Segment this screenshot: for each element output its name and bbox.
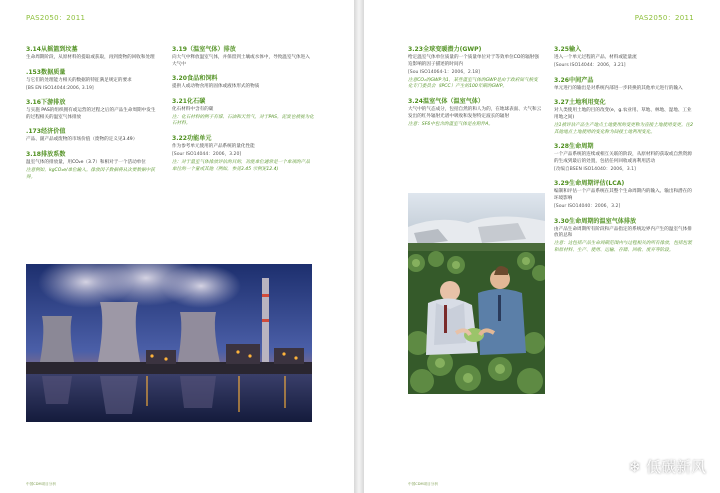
glossary-entry	[408, 46, 542, 91]
term-definition: 大气中的气态成分，包括自然的和人为的，在地球表面、大气和云发出的红外辐射光谱中吸收和发射特定波长的辐射	[408, 106, 542, 119]
glossary-entry	[26, 151, 160, 181]
term-note: 注意例如，kgCO₂e/单位输入。排放因子数据将从次要数据中获得。	[26, 168, 155, 180]
term-note: 注：化石材料的例子有煤、石油和天然气，对于PAS，泥炭也被视为化石材料。	[172, 114, 314, 127]
term-heading: 3.14从摇篮到坟墓	[26, 46, 78, 53]
term-definition: 一个产品系统的连续或相互关联的阶段，从原材料的获取或自然资源的生成到最后的处置，包括任何回收或再利用活动	[554, 152, 692, 164]
term-heading: 3.16下游排放	[26, 99, 66, 107]
glossary-entry	[554, 180, 696, 210]
glossary-entry	[408, 98, 542, 128]
glossary-entry	[554, 46, 696, 70]
snowflake-icon: ❄	[628, 458, 642, 476]
term-definition: 进入一个单元过程的产品、材料或能量流	[554, 55, 637, 60]
term-reference: [BS EN ISO14044:2006, 3.19]	[26, 85, 94, 91]
left-column-1	[26, 46, 160, 188]
term-definition: 产品、副产品或废物的市场价值（废物的定义见3.49）	[26, 137, 138, 143]
term-reference: [Sours ISO14044：2006，3.21]	[554, 63, 626, 69]
term-note: 注意CO₂的GWP为1，某些温室气体的GWP是由于政府间气候变化专门委员会（IPCC）产生的100年期的GWP。	[408, 77, 538, 90]
term-definition: 向大气中释放温室气体，并保留到土壤或水体中，导致温室气体进入大气中	[172, 55, 310, 67]
term-heading: 3.27土地利用变化	[554, 99, 606, 107]
term-heading: 3.20食品和饲料	[172, 75, 218, 83]
glossary-entry	[554, 143, 696, 173]
glossary-entry	[554, 218, 696, 255]
term-definition: 编制和评估一个产品系统在其整个生命周期内的输入、输出和潜在的环境影响	[554, 189, 692, 202]
term-definition: 由产品生命周期所有阶段和产品指定的系统边界内产生的温室气体排放的总和	[554, 226, 692, 239]
page-header-left: PAS2050：2011	[26, 14, 86, 22]
term-definition: 对人类使用土地的目的改变(e，g.农业用、草地、林地、湿地、工业用地之间)	[554, 108, 692, 120]
term-definition: 与它们的处理能力相关的数据的特征满足规定的要求	[26, 77, 132, 83]
glossary-entry	[26, 69, 160, 93]
term-heading: 3.23全球变暖潜力(GWP)	[408, 46, 482, 53]
term-heading: 3.30生命周期的温室气体排放	[554, 217, 637, 225]
term-heading: 3.21化石碳	[172, 97, 206, 105]
term-heading: .153数据质量	[26, 68, 66, 76]
left-page	[0, 0, 354, 493]
term-note: 注意：SF6中包含的温室气体是在附件A。	[408, 121, 494, 127]
book-gutter	[354, 0, 364, 493]
page-footer-right: 中国CDM项目分析	[408, 482, 438, 486]
term-reference: [改编自BSEN ISO14040：2006，3.1]	[554, 166, 636, 172]
term-heading: 3.25输入	[554, 46, 582, 53]
glossary-entry	[172, 135, 314, 173]
right-column-2	[554, 46, 696, 262]
term-note: 注意：这包括产品生命周期范围内与过程相关的所有排放，包括包装和原材料、生产、使用、运输、存储、回收、废弃等阶段。	[554, 241, 692, 253]
glossary-entry	[554, 77, 696, 93]
cabbage-field-illustration	[408, 193, 545, 394]
glossary-entry	[26, 99, 160, 121]
power-plant-photo	[26, 264, 312, 422]
term-definition: 作为参考单元使用的产品系统的量化性能	[172, 144, 255, 150]
term-heading: 3.19（温室气体）排放	[172, 46, 236, 53]
power-plant-illustration	[26, 264, 312, 422]
right-column-1	[408, 46, 542, 135]
glossary-entry	[26, 128, 160, 144]
term-note: 注：对于温室气体排放评估的目的，功能单位通常是一个单项的产品单位的一个量或其他（例如，参见3.45 示例见12.4)	[172, 160, 310, 172]
term-definition: 与实施 PAS的组织拥有或运营的过程之后的产品生命周期中发生的过程相关的温室气体排放	[26, 108, 156, 120]
glossary-entry	[26, 46, 160, 62]
term-definition: 给定温室气体单位质量的一个质量单位对于等效单位CO的辐射强迫影响的因子描述的时间内	[408, 55, 539, 67]
term-reference: [Sour ISO14040：2006，3.2]	[554, 204, 621, 210]
right-page	[364, 0, 720, 493]
term-heading: 3.22功能单元	[172, 135, 212, 143]
term-definition: 提供人或动物食用的固体或液体形式的物质	[172, 84, 260, 90]
term-definition: 生命周期阶段，从原材料的提取或获取，再到废物的回收和处理	[26, 55, 155, 60]
glossary-entry	[554, 99, 696, 136]
glossary-entry	[172, 46, 314, 68]
glossary-entry	[172, 75, 314, 91]
glossary-entry	[172, 98, 314, 128]
term-note: 注1被评估产品生产地点土地使用的变更称为直接土地使用变更。注2其他地点土地使用的变化称为间接土地利用变化。	[554, 122, 694, 135]
term-heading: 3.26中间产品	[554, 76, 594, 84]
term-heading: 3.29生命周期评估(LCA)	[554, 180, 625, 188]
watermark	[629, 456, 706, 477]
term-reference: [Sou ISO14064-1：2006，2.18]	[408, 69, 480, 75]
term-reference: [Sour ISO14044：2006，3.20]	[172, 152, 242, 158]
term-heading: 3.18排放系数	[26, 151, 66, 159]
term-definition: 化石材料中含有的碳	[172, 106, 214, 112]
term-definition: 单元进行的输出是对系统内部进一步转换的其他单元进行的输入	[554, 85, 683, 91]
watermark-text: 低碳新风	[645, 458, 706, 476]
term-heading: .173经济价值	[26, 128, 66, 136]
left-column-2	[172, 46, 314, 180]
page-header-right: PAS2050：2011	[634, 14, 694, 22]
term-heading: 3.24温室气体（温室气体）	[408, 97, 484, 105]
term-heading: 3.28生命周期	[554, 143, 594, 151]
page-footer-left: 中国CDM项目分析	[26, 482, 56, 486]
cabbage-field-photo	[408, 193, 545, 394]
term-definition: 温室气体的排放量，用CO₂e（3.7）和相对于一个活动单位	[26, 160, 146, 166]
